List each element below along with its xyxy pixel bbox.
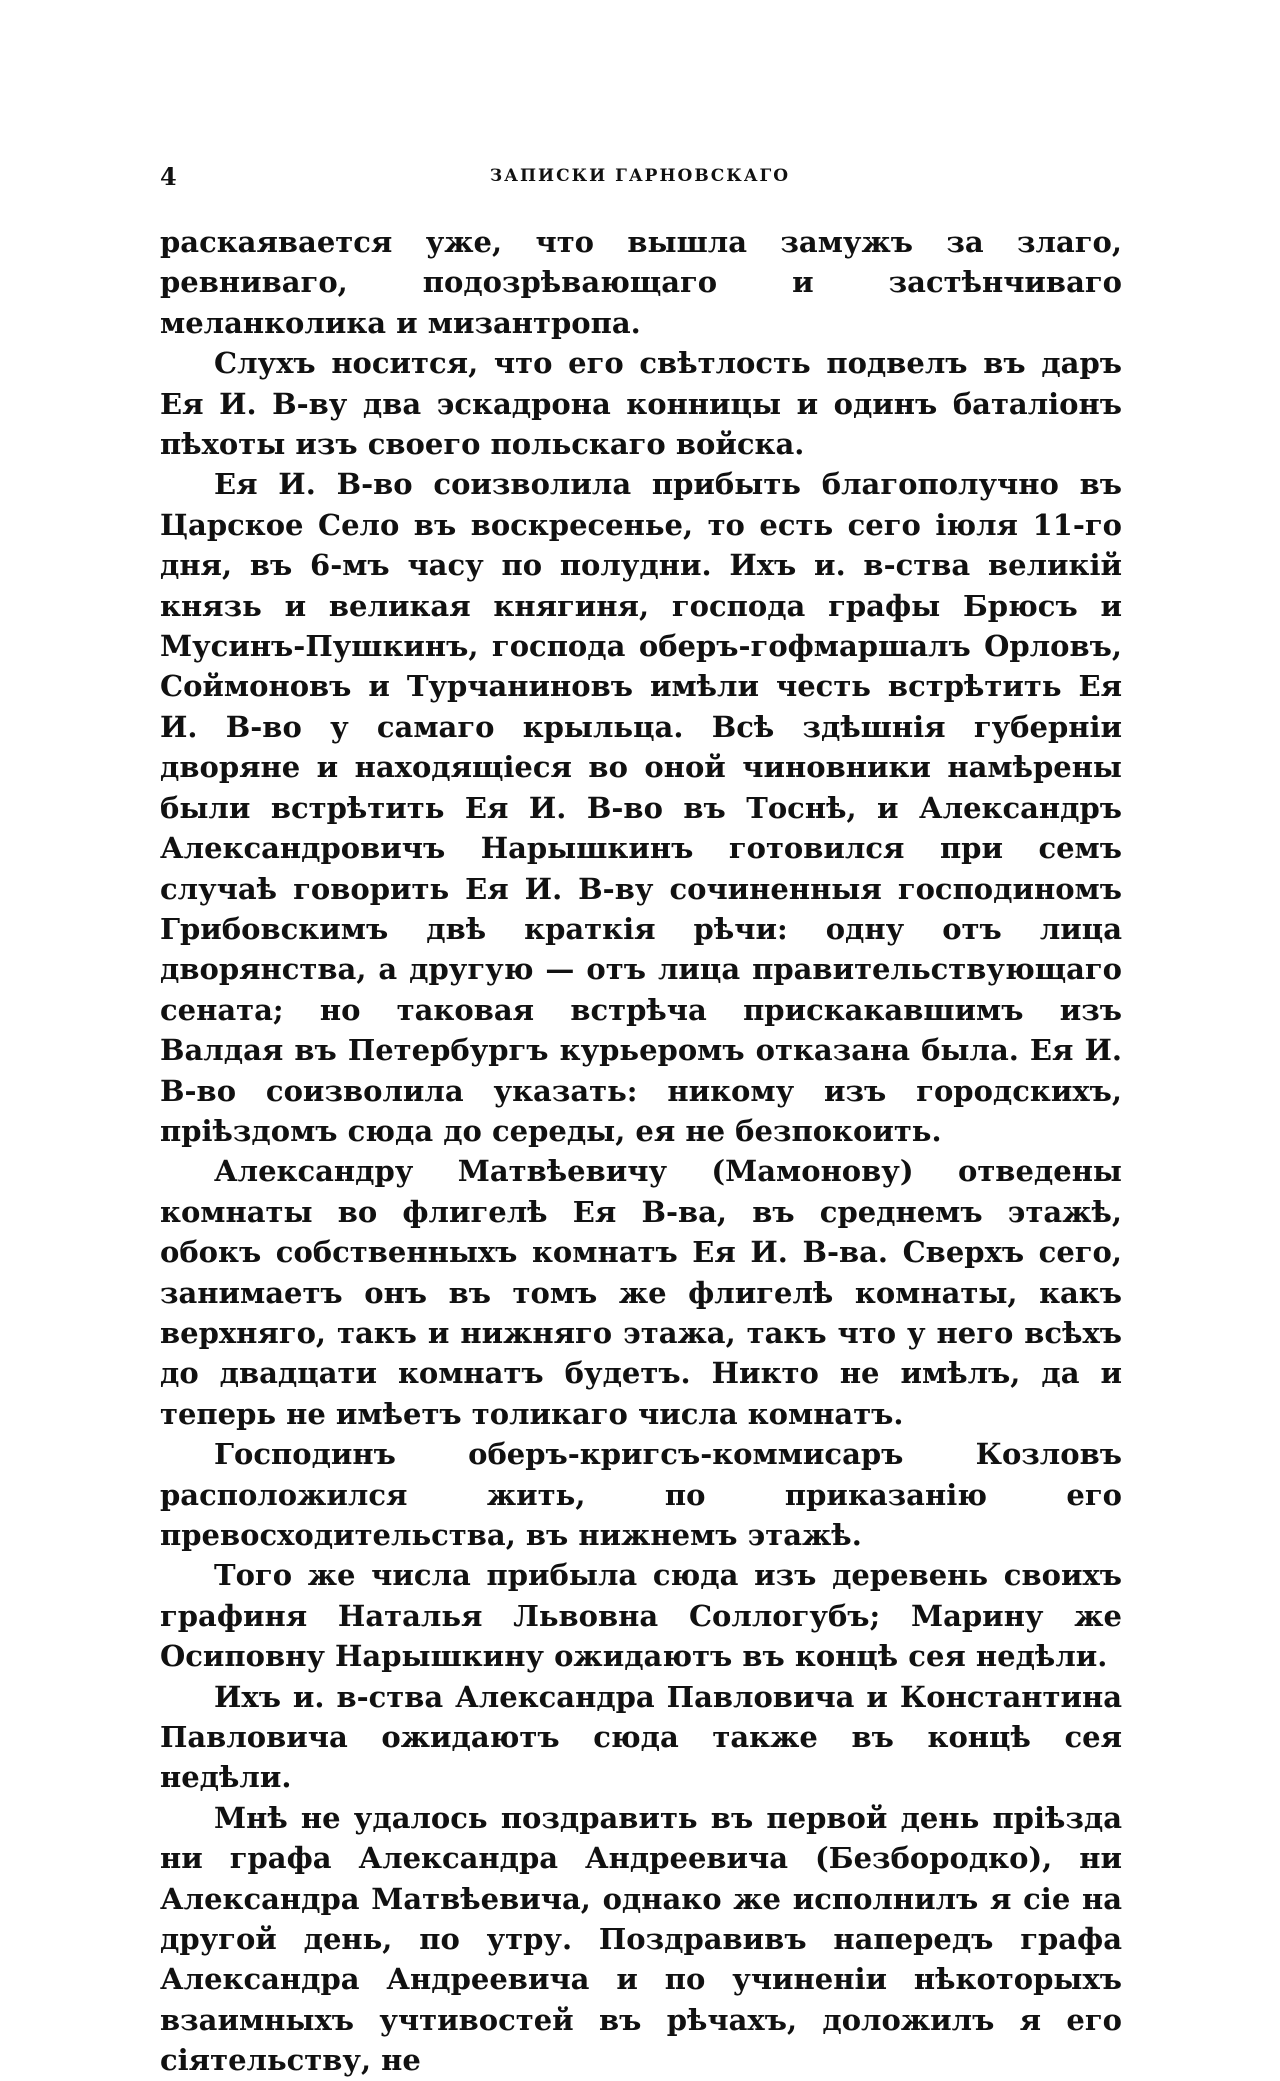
paragraph: Александру Матвѣевичу (Мамонову) отведены комнаты во флигелѣ Ея В-ва, въ среднемъ этажѣ, обокъ собственныхъ комнатъ Ея И. В-ва. Сверхъ сего, занимаетъ онъ въ томъ же флигелѣ комнаты, какъ верхняго, такъ и нижняго этажа, такъ что у него всѣхъ до двадцати комнатъ будетъ. Никто не имѣлъ, да и теперь не имѣетъ толикаго числа комнатъ. bbox=[160, 1154, 1122, 1431]
page-number: 4 bbox=[160, 162, 177, 191]
paragraph: Господинъ оберъ-кригсъ-коммисаръ Козловъ расположился жить, по приказанію его превосходительства, въ нижнемъ этажѣ. bbox=[160, 1437, 1122, 1552]
page-body bbox=[160, 222, 1122, 2081]
paragraph: Того же числа прибыла сюда изъ деревень своихъ графиня Наталья Львовна Соллогубъ; Марину же Осиповну Нарышкину ожидаютъ въ концѣ сея недѣли. bbox=[160, 1558, 1122, 1674]
paragraph: Ихъ и. в-ства Александра Павловича и Константина Павловича ожидаютъ сюда также въ концѣ сея недѣли. bbox=[160, 1679, 1122, 1795]
page-header bbox=[160, 162, 1120, 190]
paragraph: Мнѣ не удалось поздравить въ первой день пріѣзда ни графа Александра Андреевича (Безбородко), ни Александра Матвѣевича, однако же исполнилъ я сіе на другой день, по утру. Поздравивъ напередъ графа Александра Андреевича и по учиненіи нѣкоторыхъ взаимныхъ учтивостей въ рѣчахъ, доложилъ я его сіятельству, не bbox=[160, 1800, 1122, 2078]
paragraph: раскаявается уже, что вышла замужъ за злаго, ревниваго, подозрѣвающаго и застѣнчиваго меланколика и мизантропа. bbox=[160, 225, 1122, 340]
paragraph: Слухъ носится, что его свѣтлость подвелъ въ даръ Ея И. В-ву два эскадрона конницы и одинъ баталіонъ пѣхоты изъ своего польскаго войска. bbox=[160, 346, 1122, 462]
running-title: ЗАПИСКИ ГАРНОВСКАГО bbox=[489, 166, 791, 186]
paragraph: Ея И. В-во соизволила прибыть благополучно въ Царское Село въ воскресенье, то есть сего іюля 11-го дня, въ 6-мъ часу по полудни. Ихъ и. в-ства великій князь и великая княгиня, господа графы Брюсъ и Мусинъ-Пушкинъ, господа оберъ-гофмаршалъ Орловъ, Соймоновъ и Турчаниновъ имѣли честь встрѣтить Ея И. В-во у самаго крыльца. Всѣ здѣшнія губерніи дворяне и находящіеся во оной чиновники намѣрены были встрѣтить Ея И. В-во въ Тоснѣ, и Александръ Александровичъ Нарышкинъ готовился при семъ случаѣ говорить Ея И. В-ву сочиненныя господиномъ Грибовскимъ двѣ краткія рѣчи: одну отъ лица дворянства, а другую — отъ лица правительствующаго сената; но таковая встрѣча прискакавшимъ изъ Валдая въ Петербургъ курьеромъ отказана была. Ея И. В-во соизволила указать: никому изъ городскихъ, пріѣздомъ сюда до середы, ея не безпокоить. bbox=[160, 467, 1122, 1148]
